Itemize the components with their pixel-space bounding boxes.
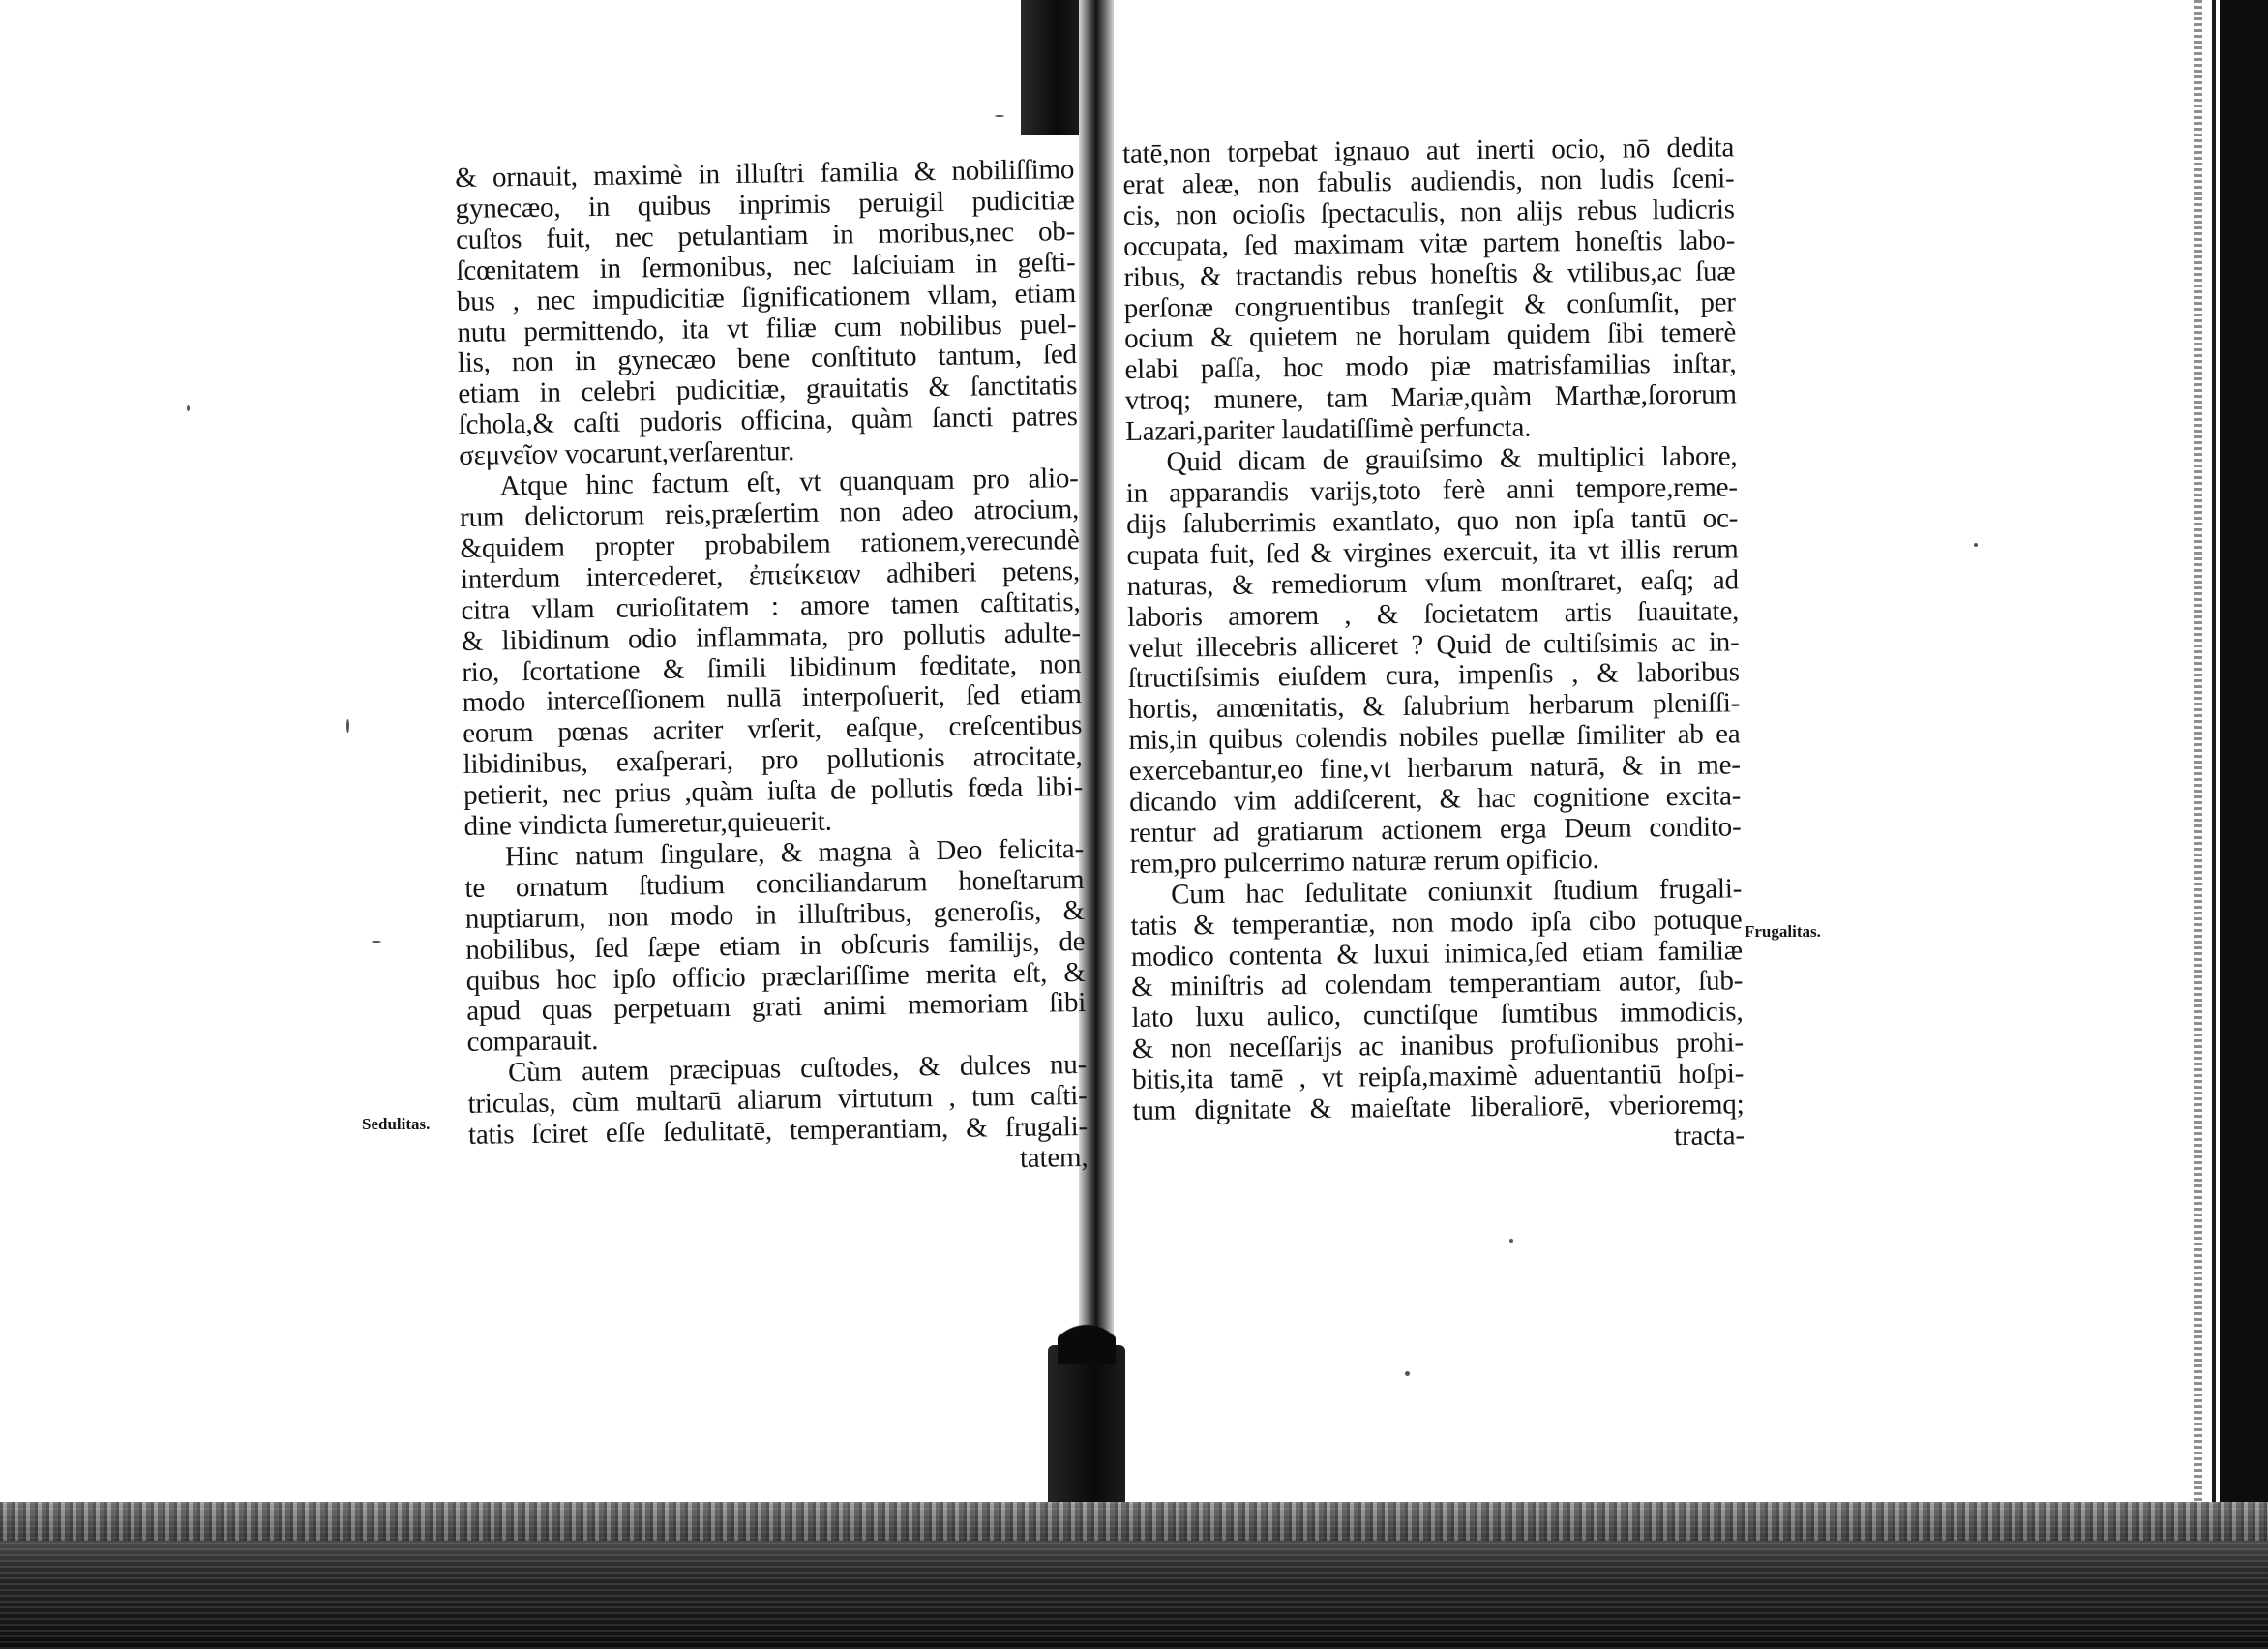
text-line: gynecæo, in quibus inprimis peruigil pudicitiæ	[455, 184, 1075, 225]
text-line: tum dignitate & maieſtate liberaliorē, vberioremq;	[1132, 1089, 1745, 1127]
text-line: ribus, & tractandis rebus honeſtis & vtilibus,ac ſuæ	[1123, 255, 1736, 293]
text-line: interdum intercederet, ἐπιείκειαν adhiberi petens,	[460, 555, 1081, 595]
text-line: naturas, & remediorum vſum monſtraret, eaſq; ad	[1126, 564, 1739, 602]
text-line: in apparandis varijs,toto ferè anni tempore,reme-	[1125, 471, 1738, 509]
text-line: occupata, ſed maximam vitæ partem honeſtis labo-	[1122, 225, 1736, 262]
text-line: nutu permittendo, ita vt filiæ cum nobilibus puel-	[457, 308, 1077, 348]
text-line: tatis ſciret eſſe ſedulitatē, temperantiam, & frugali-	[467, 1111, 1089, 1151]
scan-speck	[1974, 543, 1978, 547]
text-line: modico contenta & luxui inimica,ſed etiam familiæ	[1130, 934, 1743, 973]
text-line: hortis, amœnitatis, & ſalubrium herbarum pleniſſi-	[1128, 687, 1741, 726]
scan-speck	[187, 405, 190, 411]
text-line: etiam in celebri pudicitiæ, grauitatis & ſanctitatis	[458, 370, 1078, 410]
text-line: dicando vim addiſcerent, & hac cognitione excita-	[1129, 780, 1742, 818]
right-page-edge	[2194, 0, 2202, 1510]
text-line: elabi paſſa, hoc modo piæ matrisfamilias inſtar,	[1124, 347, 1737, 386]
text-line: bus , nec impudicitiæ ſignificationem vllam, etiam	[456, 277, 1077, 317]
scan-speck	[1405, 1371, 1410, 1376]
scanner-border-right	[2208, 0, 2268, 1649]
text-line: mis,in quibus colendis nobiles puellæ ſimiliter ab ea	[1128, 718, 1741, 757]
text-line: rum delictorum reis,præſertim non adeo atrocium,	[459, 493, 1080, 533]
text-line: & ornauit, maximè in illuſtri familia & nobiliſſimo	[454, 154, 1075, 194]
text-line: lis, non in gynecæo bene conſtituto tantum, ſed	[457, 339, 1078, 379]
text-line: & miniſtris ad colendam temperantiam autor, ſub-	[1131, 965, 1744, 1004]
text-line: ſcœnitatem in ſermonibus, nec laſciuiam in geſti-	[456, 246, 1076, 286]
gutter-shadow-bottom	[1048, 1345, 1125, 1505]
text-line: cuſtos fuit, nec petulantiam in moribus,nec ob-	[455, 215, 1076, 255]
text-line: Lazari,pariter laudatiſſimè perfuncta.	[1124, 411, 1532, 448]
text-line: dine vindicta ſumeretur,quieuerit.	[463, 805, 832, 842]
margin-note-sedulitas: Sedulitas.	[362, 1115, 431, 1133]
paragraph-start: Atque hinc factum eſt, vt quanquam pro alio-	[499, 463, 1079, 502]
scan-speck	[1509, 1239, 1513, 1243]
paragraph-start: Cum hac ſedulitate coniunxit ſtudium frugali-	[1171, 873, 1743, 911]
text-line: libidinibus, exaſperari, pro pollutionis atrocitate,	[463, 740, 1083, 781]
text-line: rio, ſcortatione & ſimili libidinum fœditate, non	[462, 647, 1082, 688]
text-line: ſtructiſsimis eiuſdem cura, impenſis , & laboribus	[1127, 656, 1740, 695]
text-line: triculas, cùm multarū aliarum virtutum , tum caſti-	[467, 1080, 1088, 1121]
gutter-shadow-top	[1021, 0, 1081, 135]
text-line: comparauit.	[466, 1025, 599, 1059]
text-line: cupata fuit, ſed & virgines exercuit, ita vt illis rerum	[1126, 533, 1739, 571]
text-line: rentur ad gratiarum actionem erga Deum condito-	[1129, 811, 1742, 849]
text-line: quibus hoc ipſo officio præclariſſime merita eſt, &	[465, 956, 1086, 997]
left-page-text	[455, 155, 1089, 1183]
text-line: cis, non ocioſis ſpectaculis, non alijs rebus ludicris	[1122, 194, 1735, 231]
text-line: velut illecebris alliceret ? Quid de cultiſsimis ac in-	[1127, 625, 1740, 664]
text-line: perſonæ congruentibus tranſegit & conſumſit, per	[1123, 285, 1736, 324]
paragraph-start: Cùm autem præcipuas cuſtodes, & dulces nu-	[507, 1049, 1088, 1089]
text-line: citra vllam curioſitatem : amore tamen caſtitatis,	[461, 585, 1081, 626]
text-line: te ornatum ſtudium conciliandarum honeſtarum	[464, 863, 1085, 904]
text-line: nobilibus, ſed ſæpe etiam in obſcuris familijs, de	[465, 925, 1086, 966]
text-line: ocium & quietem ne horulam quidem ſibi temerè	[1123, 316, 1737, 355]
text-line: petierit, nec prius ,quàm iuſta de pollutis fœda libi-	[463, 771, 1084, 812]
margin-note-frugalitas: Frugalitas.	[1745, 922, 1821, 941]
text-line: apud quas perpetuam grati animi memoriam ſibi	[466, 987, 1087, 1028]
text-line: dijs ſaluberrimis exantlato, quo non ipſa tantū oc-	[1125, 502, 1739, 540]
catchword: tatem,	[1019, 1141, 1089, 1174]
text-line: lato luxu aulico, cunctiſque ſumtibus immodicis,	[1131, 996, 1744, 1034]
text-line: bitis,ita tamē , vt reipſa,maximè aduentantiū hoſpi-	[1132, 1058, 1745, 1096]
text-line: eorum pœnas acriter vrſerit, eaſque, creſcentibus	[463, 709, 1083, 750]
text-line: σεμνεῖον vocarunt,verſarentur.	[458, 435, 795, 472]
scanner-border-bottom	[0, 1502, 2268, 1649]
scan-speck	[995, 115, 1004, 117]
right-page-text	[1122, 133, 1745, 1157]
text-line: exercebantur,eo fine,vt herbarum naturā, & in me-	[1128, 749, 1741, 788]
catchword: tracta-	[1673, 1120, 1745, 1153]
text-line: modo interceſſionem nullā interpoſuerit, ſed etiam	[462, 678, 1082, 719]
text-line: &quidem propter probabilem rationem,verecundè	[460, 524, 1080, 564]
paragraph-start: Quid dicam de grauiſsimo & multiplici labore,	[1166, 440, 1738, 478]
text-line: erat aleæ, non fabulis audiendis, non ludis ſceni-	[1122, 163, 1735, 200]
text-line: rem,pro pulcerrimo naturæ rerum opificio.	[1129, 843, 1599, 880]
text-line: & non neceſſarijs ac inanibus profuſionibus prohi-	[1131, 1027, 1744, 1065]
text-line: nuptiarum, non modo in illuſtribus, generoſis, &	[464, 894, 1086, 935]
text-line: & libidinum odio inflammata, pro pollutis adulte-	[461, 616, 1082, 657]
text-line: tatē,non torpebat ignauo aut inerti ocio, nō dedita	[1121, 132, 1735, 169]
text-line: ſchola,& caſti pudoris officina, quàm ſancti patres	[458, 401, 1078, 441]
text-line: laboris amorem , & ſocietatem artis ſuauitate,	[1127, 594, 1740, 633]
text-line: tatis & temperantiæ, non modo ipſa cibo potuque	[1130, 903, 1743, 942]
scan-speck	[346, 719, 349, 733]
scan-speck	[372, 941, 381, 943]
text-line: vtroq; munere, tam Mariæ,quàm Marthæ,ſororum	[1124, 378, 1737, 417]
paragraph-start: Hinc natum ſingulare, & magna à Deo felicita-	[504, 832, 1085, 873]
